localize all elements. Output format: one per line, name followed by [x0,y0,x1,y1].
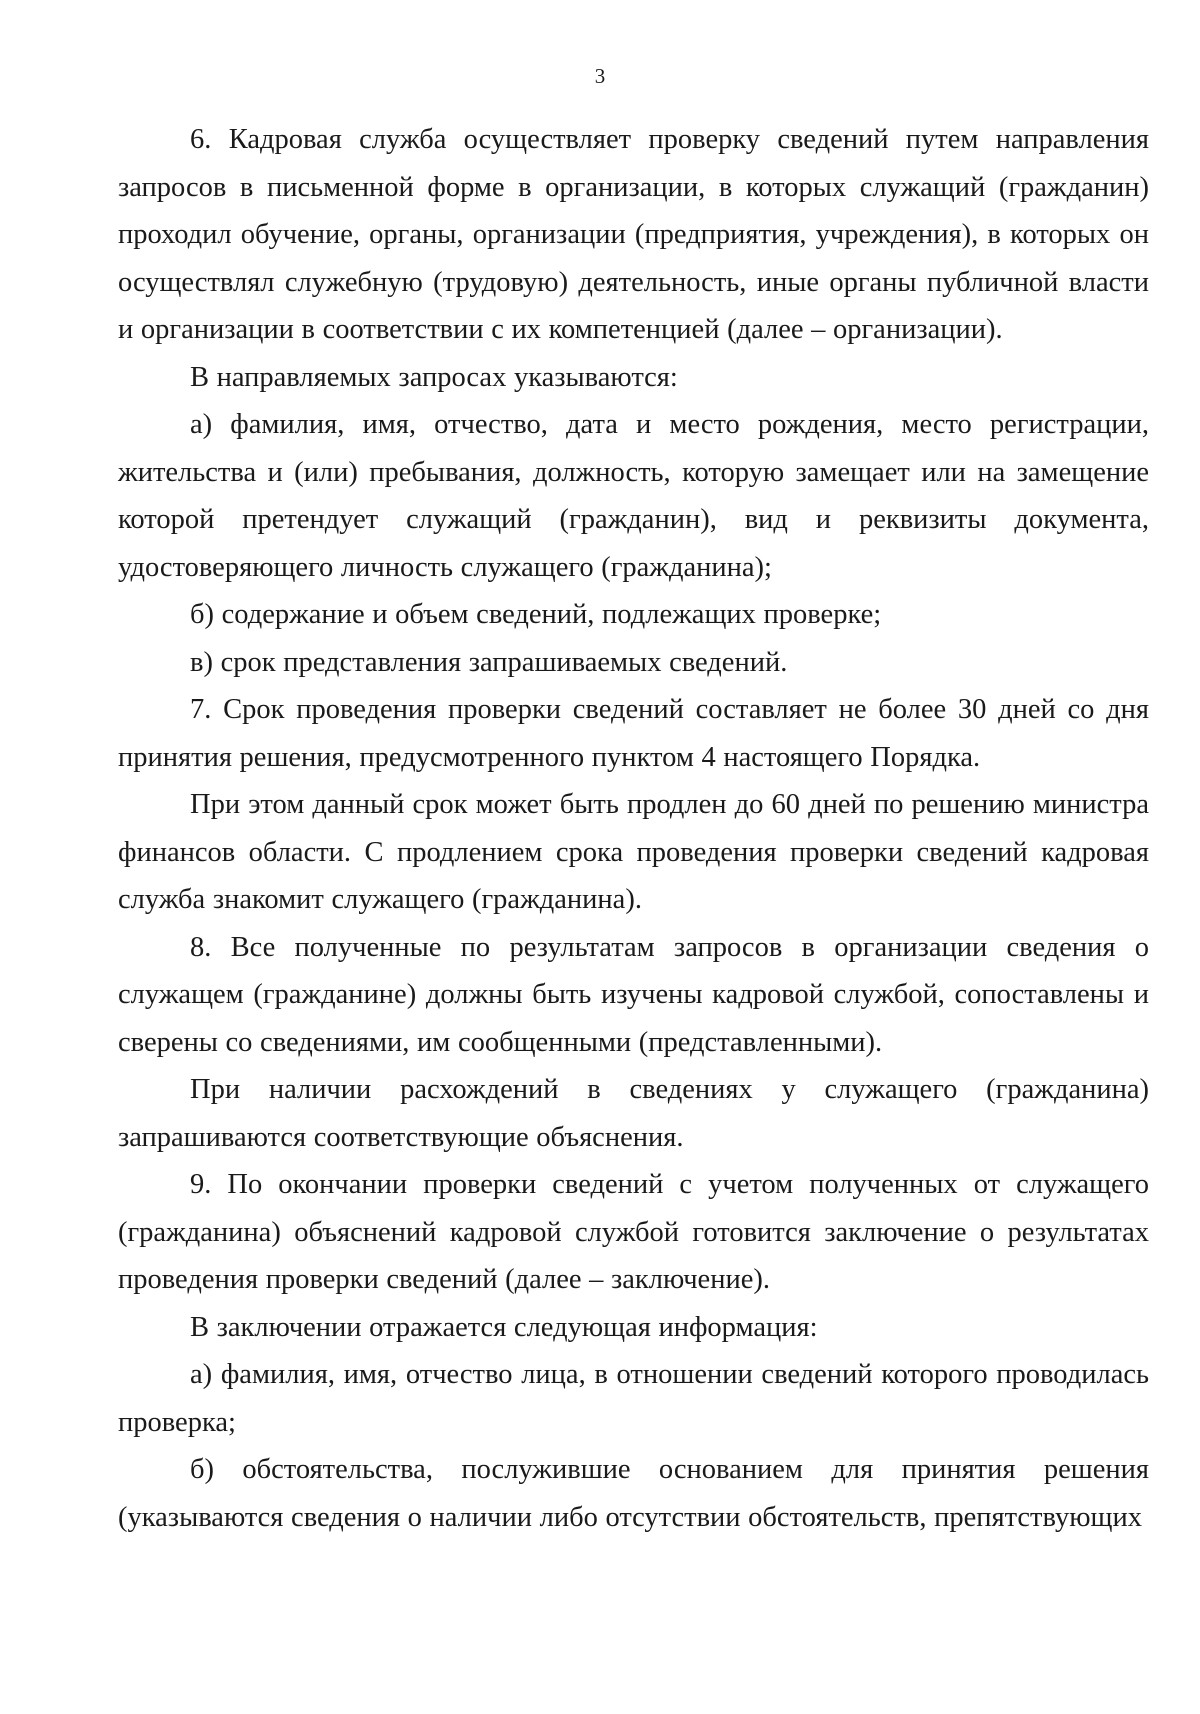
paragraph-conclusion-item-a: а) фамилия, имя, отчество лица, в отношении сведений которого проводилась проверка; [118,1359,1149,1438]
page-number: 3 [594,64,606,88]
paragraph-6: 6. Кадровая служба осуществляет проверку сведений путем направления запросов в письменной форме в организации, в которых служащий (гражданин) проходил обучение, органы, организации (предприятия, учреждения), в которых он осуществлял служебную (трудовую) деятельность, иные органы публичной власти и организации в соответствии с их компетенцией (далее – организации). [118,124,1149,345]
paragraph-8: 8. Все полученные по результатам запросов в организации сведения о служащем (гражданине) должны быть изучены кадровой службой, сопоставлены и сверены со сведениями, им сообщенными (представленными). [118,931,1149,1058]
paragraph-conclusion-item-b: б) обстоятельства, послужившие основанием для принятия решения (указываются сведения о наличии либо отсутствии обстоятельств, препятствующих [118,1454,1149,1533]
paragraph-requests-item-b: б) содержание и объем сведений, подлежащих проверке; [190,599,882,630]
document-body [118,116,1149,1541]
paragraph-requests-intro: В направляемых запросах указываются: [190,361,678,393]
paragraph-7: 7. Срок проведения проверки сведений составляет не более 30 дней со дня принятия решения, предусмотренного пунктом 4 настоящего Порядка. [118,694,1149,773]
paragraph-8-discrepancies: При наличии расхождений в сведениях у служащего (гражданина) запрашиваются соответствующие объяснения. [118,1074,1149,1153]
paragraph-9: 9. По окончании проверки сведений с учетом полученных от служащего (гражданина) объяснений кадровой службой готовится заключение о результатах проведения проверки сведений (далее – заключение). [118,1169,1149,1295]
paragraph-7-extension: При этом данный срок может быть продлен до 60 дней по решению министра финансов области. С продлением срока проведения проверки сведений кадровая служба знакомит служащего (гражданина). [118,789,1149,915]
paragraph-requests-item-a: а) фамилия, имя, отчество, дата и место рождения, место регистрации, жительства и (или) пребывания, должность, которую замещает или на замещение которой претендует служащий (гражданин), вид и реквизиты документа, удостоверяющего личность служащего (гражданина); [118,409,1149,583]
paragraph-conclusion-intro: В заключении отражается следующая информация: [190,1311,818,1343]
paragraph-requests-item-c: в) срок представления запрашиваемых сведений. [190,646,788,678]
